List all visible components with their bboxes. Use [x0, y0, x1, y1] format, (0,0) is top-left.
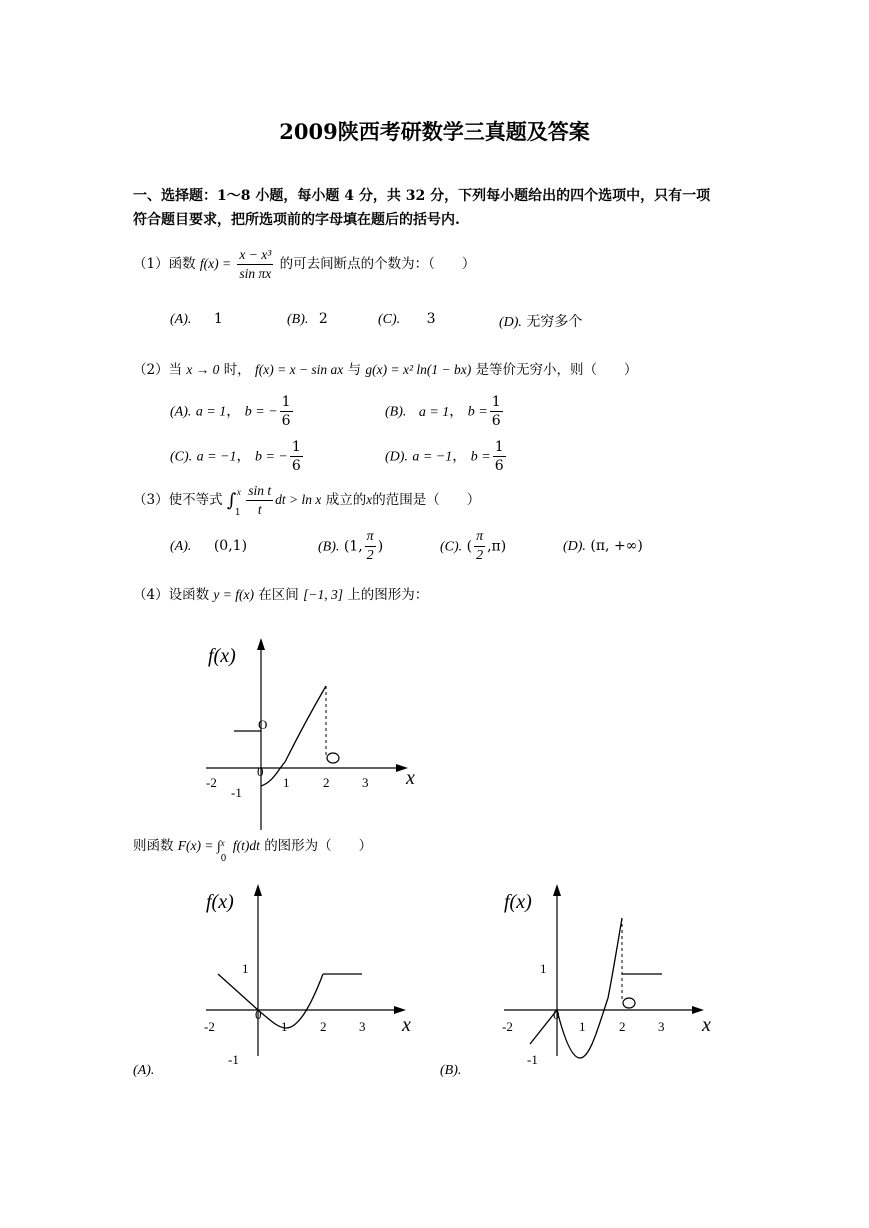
option-fraction [290, 438, 303, 475]
tick-1: 1 [579, 1019, 586, 1034]
integral-upper: x [220, 838, 225, 848]
option-label: (B). [385, 404, 407, 420]
option-fraction [280, 393, 293, 430]
section-header-line1: 一、选择题：1～8 小题，每小题 4 分，共 32 分，下列每小题给出的四个选项中，只有一项 [133, 188, 711, 204]
frac-den: 6 [291, 458, 301, 474]
option-label: (A). [170, 312, 192, 327]
option-label: (C). [378, 312, 401, 327]
q1-denominator: sin πx [239, 266, 272, 281]
q4-F-rest: f(t)dt [232, 838, 260, 853]
graph-x-label: x [406, 767, 415, 789]
integral-lower: 1 [234, 508, 241, 518]
open-circle [327, 753, 339, 763]
q3-fraction [246, 482, 273, 519]
frac-num: 1 [491, 394, 501, 410]
option-label: (A). [170, 539, 192, 554]
frac-den: 2 [476, 548, 484, 563]
frac-num: sin t [246, 482, 273, 501]
q4-line2-suffix: 的图形为（ ） [264, 838, 373, 854]
tick-2: 2 [619, 1019, 626, 1034]
option-text-pre: (1, [343, 538, 363, 555]
q4-prefix: （4）设函数 [133, 587, 210, 603]
question-3 [133, 482, 480, 519]
graph-option-a [190, 878, 430, 1068]
q2-option-d: (D). a = −1， b = $\frac{1}{6}$ [385, 439, 504, 474]
q3-option-b [318, 528, 383, 565]
q1-fraction [237, 246, 273, 283]
q1-numerator: x − x³ [237, 246, 273, 265]
question-1 [133, 246, 475, 283]
q2-f: f(x) = x − sin ax [254, 362, 344, 377]
option-label: (D). [385, 449, 408, 465]
graph-x-label: x [702, 1014, 711, 1036]
graph-y-label: f(x) [208, 645, 236, 667]
y-axis-arrow [254, 884, 262, 896]
q1-option-d [499, 311, 582, 331]
frac-num: π [365, 528, 376, 547]
frac-den: 6 [491, 413, 501, 429]
tick-2: 2 [320, 1019, 327, 1034]
tick-0: 0 [257, 764, 264, 779]
q3-prefix: （3）使不等式 [133, 492, 223, 508]
q1-option-a [170, 311, 223, 328]
option-fraction [474, 528, 485, 565]
x-axis-arrow [394, 1006, 406, 1014]
q2-suffix: 是等价无穷小，则（ ） [475, 362, 638, 378]
tick-neg1: -1 [527, 1052, 538, 1067]
page-title: 2009陕西考研数学三真题及答案 [279, 119, 590, 144]
frac-num: 1 [291, 439, 301, 455]
option-b-label: (B). [440, 1063, 462, 1078]
frac-den: 6 [281, 413, 291, 429]
option-text-pre: ( [466, 538, 473, 555]
option-b-value: b = − [254, 449, 288, 465]
integral-symbol: ∫ [226, 490, 237, 511]
graph-x-label: x [402, 1014, 411, 1036]
q2-option-b: (B). a = 1， b = $\frac{1}{6}$ [385, 394, 501, 429]
option-b-value: b = [470, 449, 491, 465]
frac-num: 1 [494, 439, 504, 455]
curve-f [261, 686, 326, 786]
curve-F-b [557, 918, 622, 1058]
question-2 [133, 358, 638, 378]
q2-prefix: （2）当 [133, 362, 183, 378]
q4-suffix: 上的图形为： [347, 587, 429, 603]
q3-option-d [563, 538, 643, 555]
q2-option-c: (C). a = −1， b = − $\frac{1}{6}$ [170, 439, 301, 474]
q3-var: x [366, 492, 373, 507]
y-axis-arrow [553, 884, 561, 896]
y-axis-arrow [257, 638, 265, 650]
section-header-line2: 符合题目要求，把所选项前的字母填在题后的括号内. [133, 212, 460, 228]
frac-den: 6 [494, 458, 504, 474]
q2-g: g(x) = x² ln(1 − bx) [365, 362, 472, 377]
question-4 [133, 583, 428, 603]
option-label: (C). [170, 449, 193, 465]
option-text: (π, +∞) [590, 538, 643, 554]
tick-neg2: -2 [206, 775, 217, 790]
q3-option-a [170, 538, 247, 555]
q1-option-c [378, 311, 436, 328]
graph-y-label: f(x) [206, 891, 234, 913]
option-a-value: a = −1 [412, 449, 453, 465]
q3-rest: dt > ln x [275, 492, 322, 507]
tick-neg2: -2 [204, 1019, 215, 1034]
tick-2: 2 [323, 775, 330, 790]
frac-den: 2 [366, 548, 374, 563]
q2-mid1: 时， [223, 362, 251, 378]
q3-option-c [440, 528, 506, 565]
tick-neg2: -2 [502, 1019, 513, 1034]
option-label: (B). [287, 312, 309, 327]
q3-suffix: 成立的 [325, 492, 367, 508]
q2-option-a: (A). a = 1， b = − $\frac{1}{6}$ [170, 394, 291, 429]
q4-mid: 在区间 [258, 587, 299, 603]
tick-0: 0 [255, 1007, 262, 1022]
tick-y1: 1 [540, 961, 547, 976]
q1-option-b [287, 311, 328, 328]
option-a-value: a = −1 [196, 449, 237, 465]
option-b-value: b = − [244, 404, 278, 420]
option-text: 3 [426, 311, 436, 327]
q3-suffix2: 的范围是（ ） [372, 492, 481, 508]
tick-3: 3 [359, 1019, 366, 1034]
frac-den: t [257, 502, 262, 517]
tick-1: 1 [283, 775, 290, 790]
q4-interval: [−1, 3] [303, 587, 343, 602]
q4-line2-prefix: 则函数 [133, 838, 174, 854]
frac-num: π [474, 528, 485, 547]
option-label: (C). [440, 539, 463, 555]
frac-num: 1 [281, 394, 291, 410]
tick-y1: 1 [242, 961, 249, 976]
integral-upper: x [236, 487, 241, 497]
option-label: (A). [170, 404, 192, 420]
x-axis-arrow [692, 1006, 704, 1014]
curve-F-a [218, 974, 323, 1028]
option-text: 1 [213, 311, 223, 327]
q4-F: F(x) = ∫ [177, 838, 221, 853]
q1-prefix: （1）函数 [133, 256, 196, 272]
option-text: 2 [318, 311, 328, 327]
integral-lower: 0 [220, 854, 227, 864]
tick-3: 3 [362, 775, 369, 790]
q4-func: y = f(x) [213, 587, 254, 602]
open-circle [623, 998, 635, 1008]
graph-y-label: f(x) [504, 891, 532, 913]
tick-1: 1 [281, 1019, 288, 1034]
q2-condition: x → 0 [186, 362, 220, 377]
option-text-post: ,π) [487, 538, 507, 555]
q1-fx: f(x) = [199, 256, 232, 271]
option-label: (D). [563, 539, 586, 554]
option-text-post: ) [377, 538, 384, 555]
option-a-value: a = 1 [418, 404, 450, 420]
integral-sign [226, 487, 241, 518]
option-a-value: a = 1 [195, 404, 227, 420]
option-fraction [490, 393, 503, 430]
graph-option-b [490, 878, 730, 1068]
tick-0: 0 [553, 1007, 560, 1022]
option-b-value: b = [467, 404, 488, 420]
option-text: 无穷多个 [526, 314, 583, 330]
option-a-label: (A). [133, 1063, 155, 1078]
tick-neg1: -1 [228, 1052, 239, 1067]
q1-suffix: 的可去间断点的个数为：（ ） [279, 256, 476, 272]
tick-neg1: -1 [231, 785, 242, 800]
option-text: (0,1) [213, 538, 248, 554]
tick-O: O [258, 717, 268, 732]
option-label: (D). [499, 315, 522, 330]
graph-f [190, 630, 430, 840]
option-label: (B). [318, 539, 340, 555]
tick-3: 3 [658, 1019, 665, 1034]
q2-mid2: 与 [347, 362, 362, 378]
option-fraction [365, 528, 376, 565]
option-fraction [493, 438, 506, 475]
question-4-line2 [133, 834, 373, 864]
